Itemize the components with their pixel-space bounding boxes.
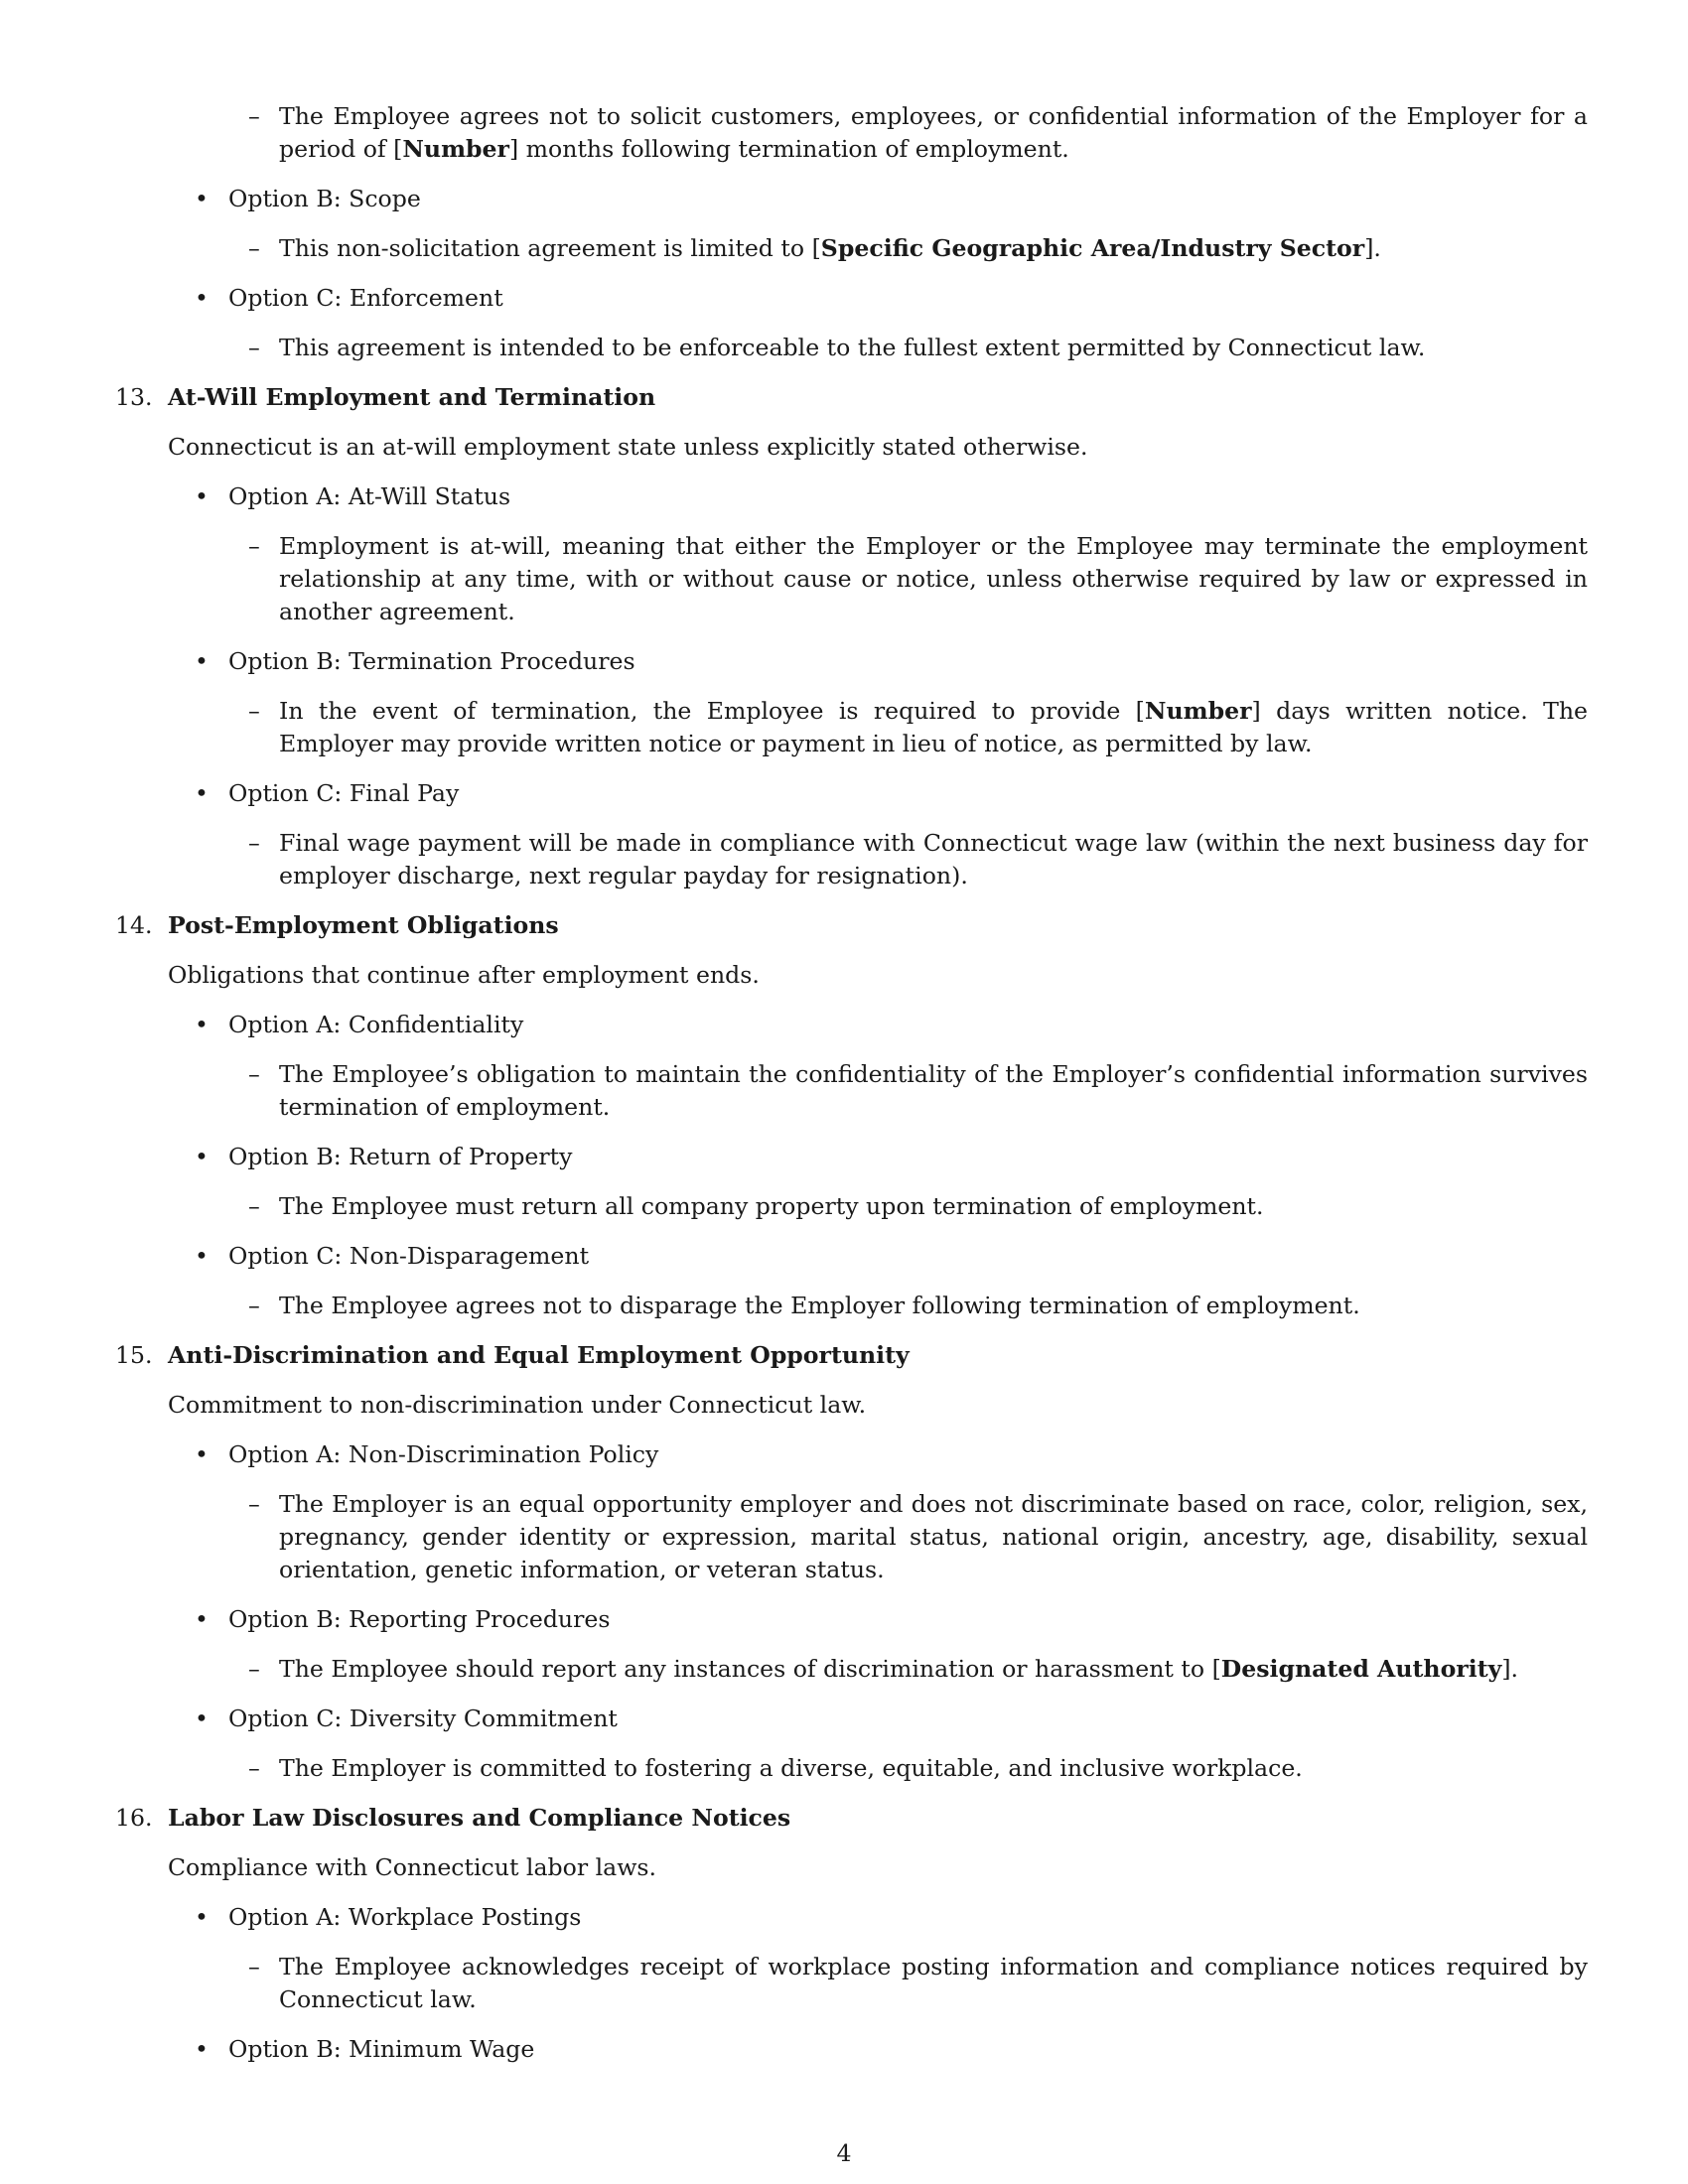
option-b-reporting-procedures: • Option B: Reporting Procedures <box>0 1603 1688 1636</box>
bullet-marker: • <box>195 1705 209 1732</box>
dash-marker: – <box>248 102 260 130</box>
dash-marker: – <box>248 1060 260 1088</box>
list-item: – This agreement is intended to be enforceable to the fullest extent permitted by Connecticut law. <box>0 332 1588 364</box>
section-14-title: 14. Post-Employment Obligations <box>115 911 559 939</box>
bullet-marker: • <box>195 1011 209 1038</box>
section-15-title: 15. Anti-Discrimination and Equal Employment Opportunity <box>115 1341 910 1369</box>
list-item: – In the event of termination, the Employee is required to provide [Number] days written notice. The Employer may provide written notice or payment in lieu of notice, as permitted by law. <box>248 697 1588 757</box>
list-item: – The Employer is an equal opportunity employer and does not discriminate based on race, color, religion, sex, pregnancy, gender identity or expression, marital status, national origin, ancestry, age, disability, sexual orientation, genetic information, or veteran status. <box>248 1490 1588 1583</box>
option-b-minimum-wage: • Option B: Minimum Wage <box>0 2033 1688 2066</box>
dash-marker: – <box>248 1754 260 1782</box>
bullet-marker: • <box>195 1440 209 1468</box>
list-item: – The Employee agrees not to disparage the Employer following termination of employment. <box>0 1290 1588 1322</box>
dash-marker: – <box>248 234 260 262</box>
dash-marker: – <box>248 1192 260 1220</box>
option-a-workplace-postings: • Option A: Workplace Postings <box>0 1901 1688 1934</box>
section-13-description: Connecticut is an at-will employment state unless explicitly stated otherwise. <box>168 433 1088 461</box>
bullet-marker: • <box>195 185 209 212</box>
list-item: – The Employee must return all company property upon termination of employment. <box>0 1190 1588 1223</box>
list-item: – Employment is at-will, meaning that either the Employer or the Employee may terminate the employment relationship at any time, with or without cause or notice, unless otherwise required by law or expressed in another agreement. <box>248 532 1588 625</box>
list-item: – Final wage payment will be made in compliance with Connecticut wage law (within the next business day for employer discharge, next regular payday for resignation). <box>248 829 1588 889</box>
dash-marker: – <box>248 1655 260 1683</box>
section-15-description: Commitment to non-discrimination under Connecticut law. <box>168 1391 867 1419</box>
option-a-non-discrimination-policy: • Option A: Non-Discrimination Policy <box>0 1438 1688 1471</box>
dash-marker: – <box>248 829 260 857</box>
section-13-title: 13. At-Will Employment and Termination <box>115 383 656 411</box>
dash-marker: – <box>248 334 260 361</box>
bullet-marker: • <box>195 2035 209 2063</box>
option-c-non-disparagement: • Option C: Non-Disparagement <box>0 1240 1688 1273</box>
dash-marker: – <box>248 1490 260 1518</box>
dash-marker: – <box>248 697 260 725</box>
bullet-marker: • <box>195 284 209 312</box>
option-c-enforcement: • Option C: Enforcement <box>0 282 1688 315</box>
bullet-marker: • <box>195 779 209 807</box>
option-c-final-pay: • Option C: Final Pay <box>0 777 1688 810</box>
list-item: – This non-solicitation agreement is limited to [Specific Geographic Area/Industry Sector]. <box>0 232 1588 265</box>
bullet-marker: • <box>195 1242 209 1270</box>
option-b-scope: • Option B: Scope <box>0 183 1688 215</box>
section-16-title: 16. Labor Law Disclosures and Compliance Notices <box>115 1804 791 1832</box>
option-a-at-will-status: • Option A: At-Will Status <box>0 480 1688 513</box>
dash-marker: – <box>248 1292 260 1319</box>
list-item: – The Employee’s obligation to maintain the confidentiality of the Employer’s confidential information survives termination of employment. <box>248 1060 1588 1121</box>
dash-marker: – <box>248 532 260 560</box>
list-item: – The Employee acknowledges receipt of workplace posting information and compliance notices required by Connecticut law. <box>248 1953 1588 2013</box>
option-b-termination-procedures: • Option B: Termination Procedures <box>0 645 1688 678</box>
section-16-description: Compliance with Connecticut labor laws. <box>168 1853 657 1881</box>
option-b-return-of-property: • Option B: Return of Property <box>0 1141 1688 1173</box>
bullet-marker: • <box>195 1903 209 1931</box>
page-number: 4 <box>836 2139 852 2167</box>
list-item: – The Employee agrees not to solicit customers, employees, or confidential information of the Employer for a period of [Number] months following termination of employment. <box>248 102 1588 163</box>
bullet-marker: • <box>195 647 209 675</box>
dash-marker: – <box>248 1953 260 1980</box>
bullet-marker: • <box>195 1143 209 1170</box>
section-14-description: Obligations that continue after employment ends. <box>168 961 760 989</box>
bullet-marker: • <box>195 482 209 510</box>
list-item: – The Employee should report any instances of discrimination or harassment to [Designated Authority]. <box>0 1653 1588 1686</box>
bullet-marker: • <box>195 1605 209 1633</box>
option-c-diversity-commitment: • Option C: Diversity Commitment <box>0 1703 1688 1735</box>
option-a-confidentiality: • Option A: Confidentiality <box>0 1009 1688 1041</box>
list-item: – The Employer is committed to fostering a diverse, equitable, and inclusive workplace. <box>0 1752 1588 1785</box>
